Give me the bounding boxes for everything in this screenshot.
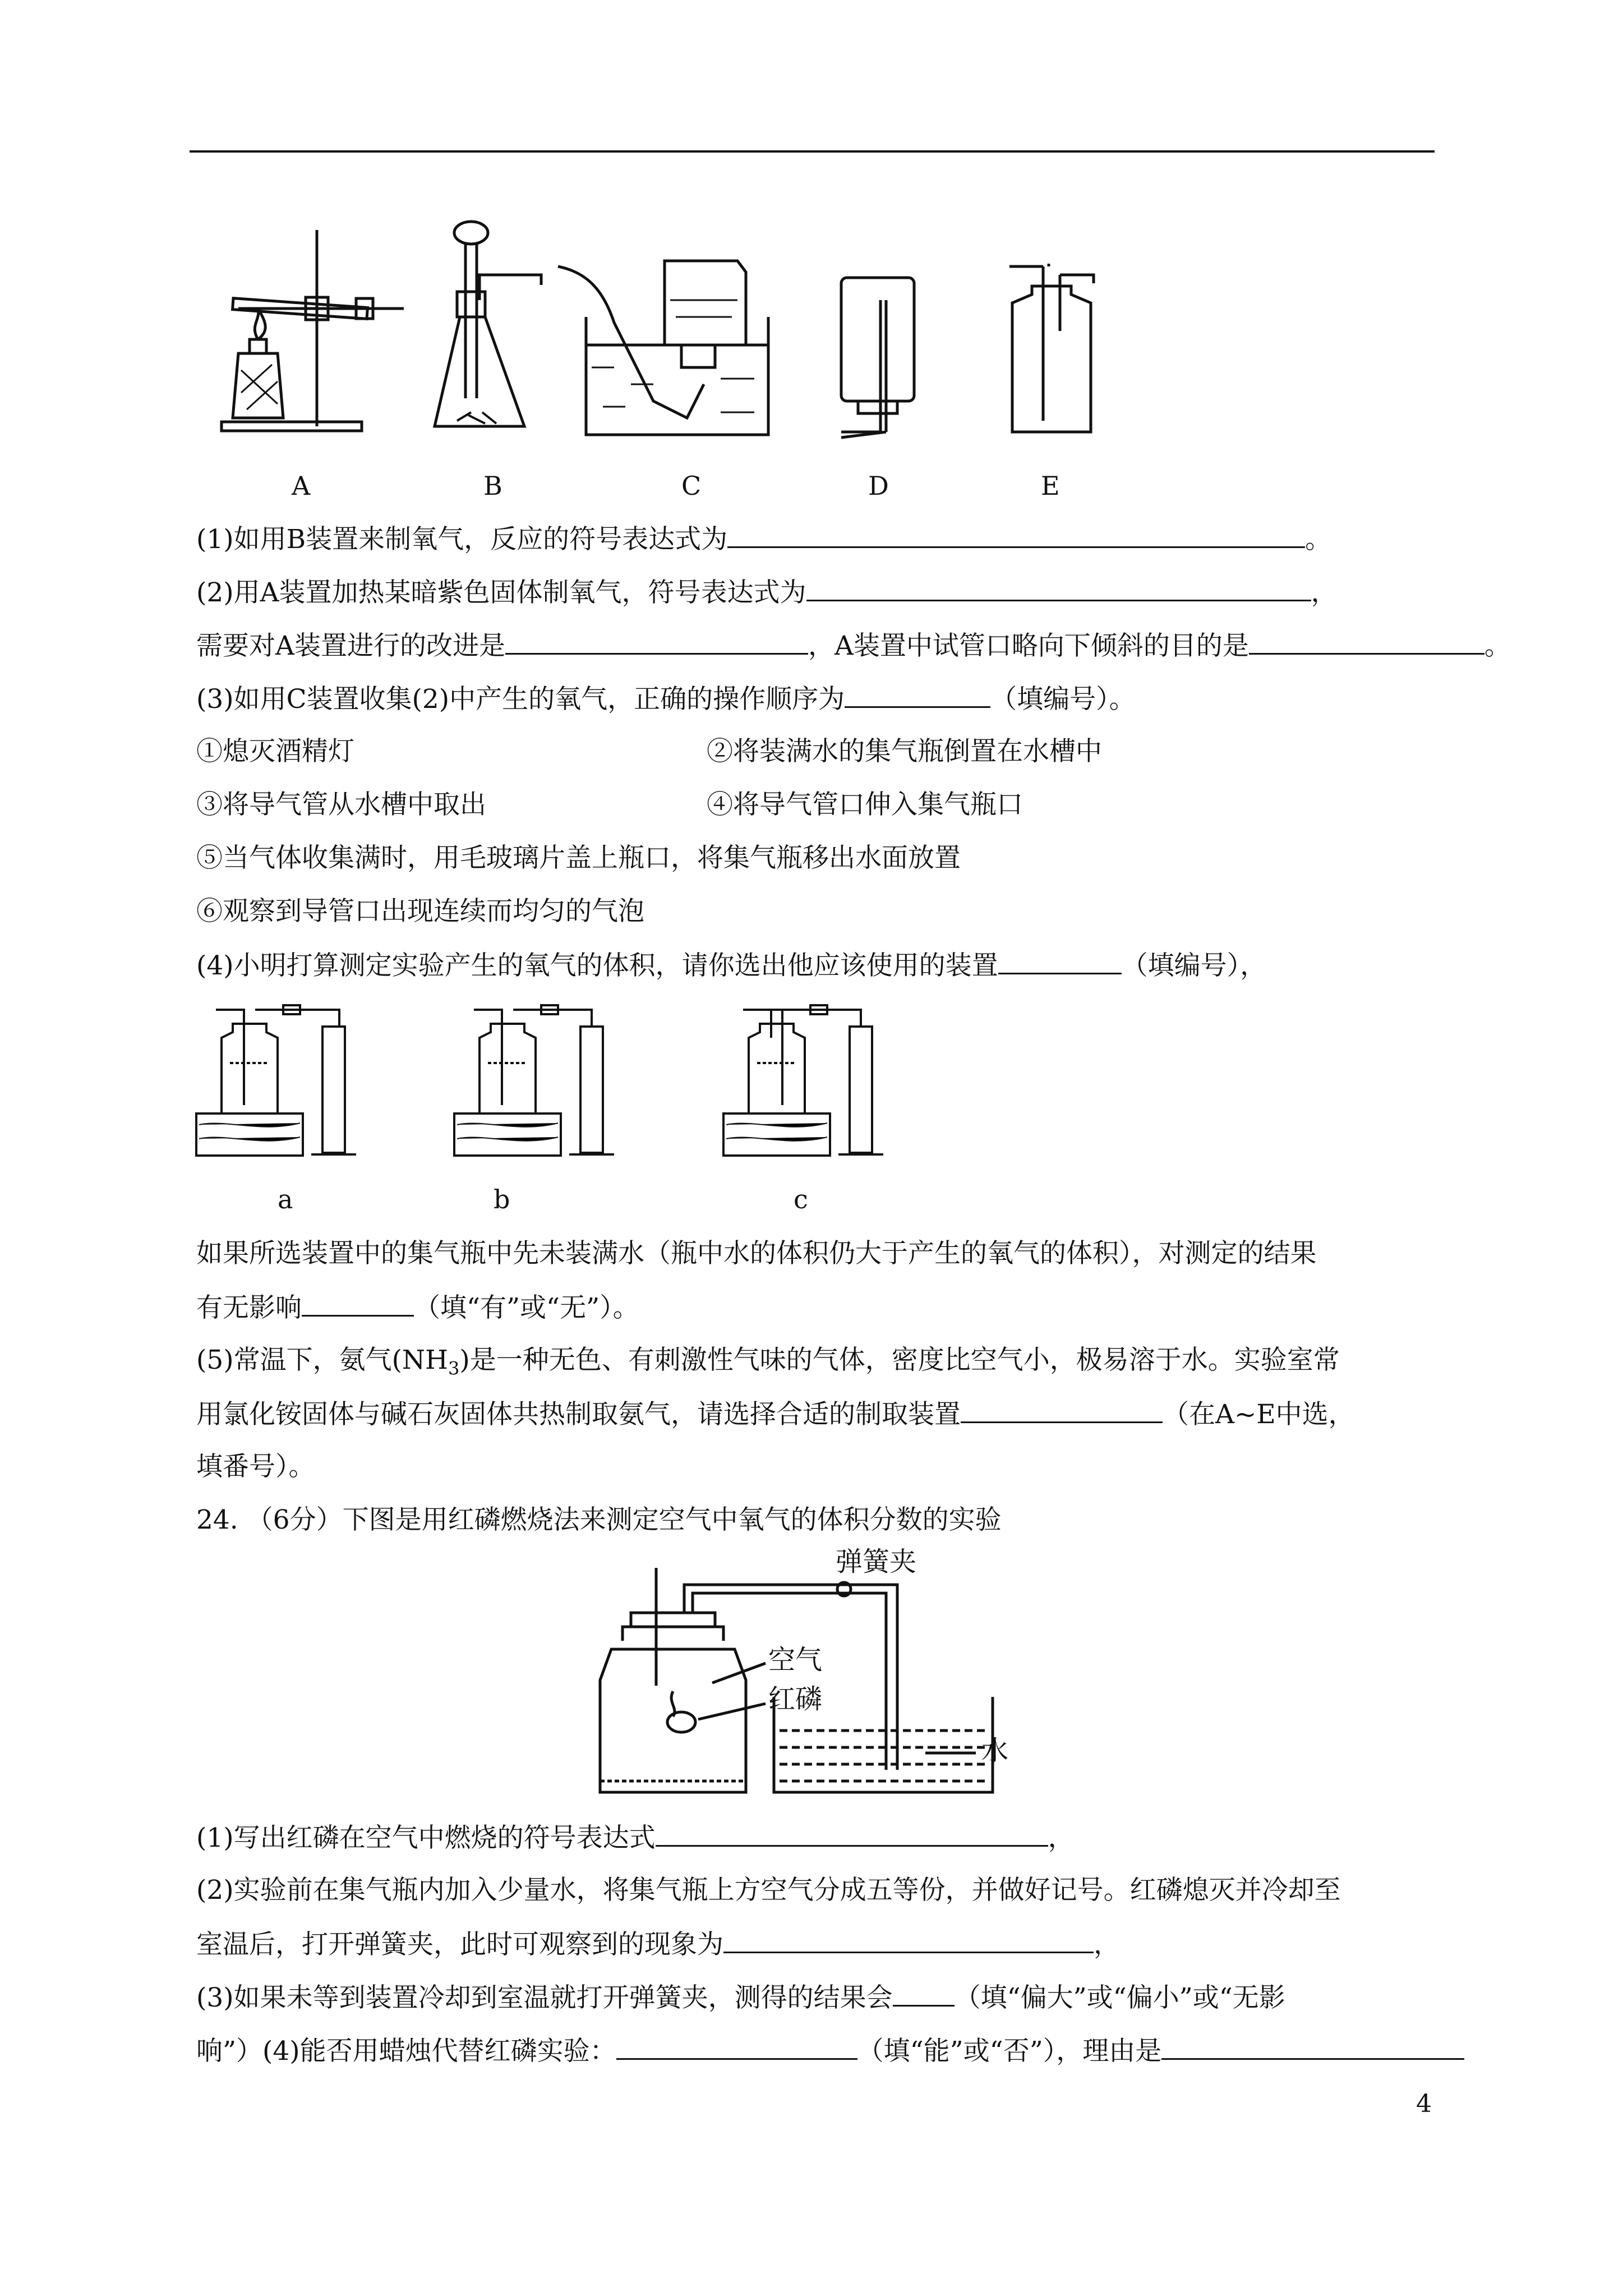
- q-line-2-text: (2)用A装置加热某暗紫色固体制氧气，符号表达式为: [196, 577, 806, 608]
- q24-line-4: [196, 1980, 1285, 2015]
- q-line-4-end: （填编号）。: [990, 684, 1136, 715]
- answer-blank-9[interactable]: [961, 1397, 1163, 1423]
- apparatus-label-a: A: [292, 471, 311, 501]
- q-line-9: [196, 1397, 1355, 1432]
- q-line-10: 填番号）。: [196, 1451, 315, 1482]
- q-line-1: [196, 522, 1331, 556]
- q-line-2: [196, 575, 1338, 610]
- apparatus-label-b: B: [483, 471, 502, 501]
- answer-blank-3a[interactable]: [505, 628, 808, 655]
- q24-line-3-end: ，: [1094, 1929, 1120, 1960]
- q24-line-5: [196, 2033, 1464, 2068]
- q24-line-4-text: (3)如果未等到装置冷却到室温就打开弹簧夹，测得的结果会: [196, 1982, 893, 2013]
- option-3: ③将导气管从水槽中取出: [196, 789, 486, 820]
- q-line-9-text: 用氯化铵固体与碱石灰固体共热制取氨气，请选择合适的制取装置: [196, 1399, 961, 1430]
- header-rule: [190, 150, 1435, 153]
- apparatus-e-figure: [1004, 264, 1099, 438]
- option-4: ④将导气管口伸入集气瓶口: [707, 789, 1023, 820]
- option-5: ⑤当气体收集满时，用毛玻璃片盖上瓶口，将集气瓶移出水面放置: [196, 843, 961, 873]
- phosphorus-experiment-figure: [589, 1546, 1049, 1798]
- apparatus-label-d: D: [868, 471, 889, 501]
- q-line-6: 如果所选装置中的集气瓶中先未装满水（瓶中水的体积仍大于产生的氧气的体积），对测定的结果: [196, 1238, 1317, 1269]
- q24-line-1-text: (1)写出红磷在空气中燃烧的符号表达式: [196, 1823, 656, 1853]
- q-line-8-sub: 3: [448, 1358, 460, 1379]
- q24-title: 24. （6分）下图是用红磷燃烧法来测定空气中氧气的体积分数的实验: [196, 1504, 1002, 1535]
- measure-label-a: a: [278, 1184, 293, 1214]
- measure-apparatus-c: [721, 999, 889, 1167]
- measure-apparatus-b: [451, 999, 620, 1167]
- apparatus-d-figure: [830, 272, 925, 440]
- answer-blank-7[interactable]: [302, 1290, 414, 1317]
- option-6: ⑥观察到导管口出现连续而均匀的气泡: [196, 896, 644, 927]
- q24-line-5-text: 响”）(4)能否用蜡烛代替红磷实验：: [196, 2036, 616, 2067]
- q-line-8-text: (5)常温下，氨气(NH: [196, 1345, 449, 1375]
- measure-apparatus-a: [193, 999, 362, 1167]
- answer-blank-4[interactable]: [845, 682, 990, 708]
- q24-line-4-end: （填“偏大”或“偏小”或“无影: [954, 1982, 1285, 2013]
- answer-blank-24-4[interactable]: [893, 1980, 955, 2007]
- measure-label-b: b: [494, 1184, 510, 1214]
- apparatus-c-figure: [552, 255, 777, 446]
- apparatus-label-e: E: [1041, 471, 1060, 501]
- q-line-5-text: (4)小明打算测定实验产生的氧气的体积，请你选出他应该使用的装置: [196, 950, 998, 981]
- answer-blank-24-3[interactable]: [723, 1927, 1094, 1953]
- q-line-2-end: ，: [1311, 577, 1338, 608]
- q24-line-1: [196, 1820, 1075, 1855]
- apparatus-a-figure: [216, 224, 407, 438]
- answer-blank-24-5b[interactable]: [1161, 2033, 1464, 2060]
- label-air: 空气: [768, 1644, 823, 1676]
- label-water: 水: [981, 1735, 1009, 1766]
- q-line-5-end: （填编号），: [1121, 950, 1267, 981]
- q-line-5: [196, 948, 1266, 983]
- page-number: 4: [1416, 2090, 1432, 2118]
- q24-line-5-mid: （填“能”或“否”），理由是: [857, 2036, 1162, 2067]
- q-line-4-text: (3)如用C装置收集(2)中产生的氧气，正确的操作顺序为: [196, 684, 845, 715]
- q-line-3-mid: ，A装置中试管口略向下倾斜的目的是: [808, 631, 1249, 661]
- q-line-9-end: （在A~E中选，: [1163, 1399, 1355, 1430]
- label-red-phosphorus: 红磷: [768, 1683, 823, 1715]
- answer-blank-1[interactable]: [727, 522, 1305, 548]
- q-line-3: [196, 628, 1511, 663]
- q-line-1-end: 。: [1305, 524, 1332, 555]
- q-line-3-text: 需要对A装置进行的改进是: [196, 631, 505, 661]
- q-line-7-text: 有无影响: [196, 1292, 302, 1323]
- q-line-4: [196, 682, 1136, 716]
- option-1: ①熄灭酒精灯: [196, 736, 354, 767]
- measure-label-c: c: [794, 1184, 808, 1214]
- apparatus-label-c: C: [681, 471, 702, 501]
- label-spring-clamp: 弹簧夹: [836, 1546, 917, 1577]
- q-line-8: [196, 1343, 1340, 1385]
- q-line-7: [196, 1290, 639, 1325]
- q24-line-3: [196, 1927, 1120, 1962]
- q-line-8-end: )是一种无色、有刺激性气味的气体，密度比空气小，极易溶于水。实验室常: [459, 1345, 1340, 1375]
- option-2: ②将装满水的集气瓶倒置在水槽中: [707, 736, 1102, 767]
- answer-blank-24-1[interactable]: [656, 1820, 1048, 1847]
- q-line-3-end: 。: [1484, 631, 1511, 661]
- q24-line-1-end: ，: [1048, 1823, 1075, 1853]
- answer-blank-2[interactable]: [806, 575, 1311, 601]
- apparatus-b-figure: [429, 219, 547, 438]
- q-line-1-text: (1)如用B装置来制氧气，反应的符号表达式为: [196, 524, 728, 555]
- answer-blank-24-5a[interactable]: [616, 2033, 857, 2060]
- answer-blank-3b[interactable]: [1249, 628, 1484, 655]
- q24-line-3-text: 室温后，打开弹簧夹，此时可观察到的现象为: [196, 1929, 723, 1960]
- q24-line-2: (2)实验前在集气瓶内加入少量水，将集气瓶上方空气分成五等份，并做好记号。红磷熄灭并冷却至: [196, 1875, 1341, 1906]
- answer-blank-5[interactable]: [998, 948, 1122, 974]
- q-line-7-end: （填“有”或“无”）。: [414, 1292, 639, 1323]
